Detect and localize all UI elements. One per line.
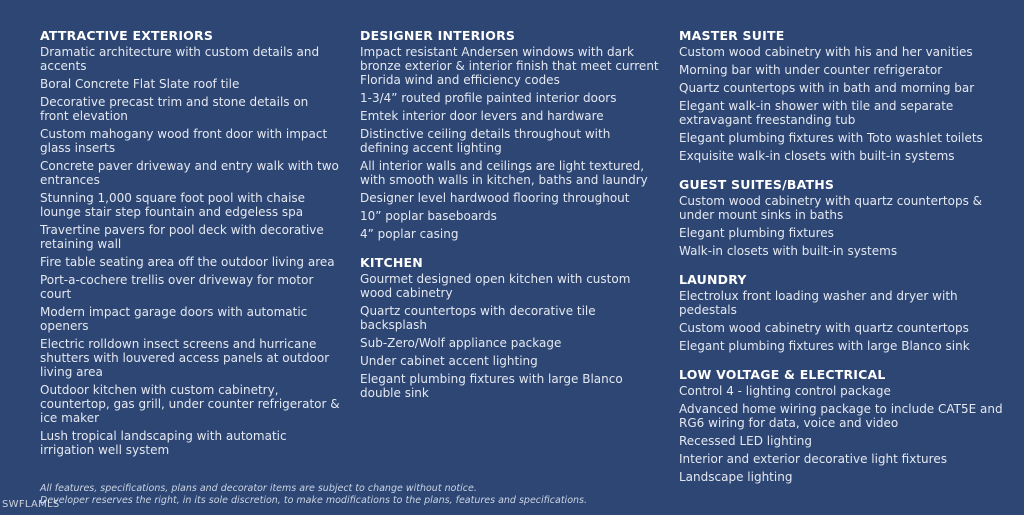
section-title: LAUNDRY <box>679 272 747 287</box>
feature-list <box>360 45 660 241</box>
feature-item: Distinctive ceiling details throughout with defining accent lighting <box>360 127 611 155</box>
feature-item: Designer level hardwood flooring throughout <box>360 191 630 205</box>
feature-item: 10” poplar baseboards <box>360 209 497 223</box>
column-2 <box>360 28 660 414</box>
feature-item: Dramatic architecture with custom details and accents <box>40 45 320 73</box>
feature-item: Under cabinet accent lighting <box>360 354 538 368</box>
feature-item: Impact resistant Andersen windows with dark bronze exterior & interior finish that meet current Florida wind and efficiency codes <box>360 45 659 87</box>
feature-section <box>679 272 1009 353</box>
section-title: KITCHEN <box>360 255 423 270</box>
feature-item: Electric rolldown insect screens and hurricane shutters with louvered access panels at outdoor living area <box>40 337 330 379</box>
feature-item: Custom wood cabinetry with his and her vanities <box>679 45 973 59</box>
feature-list <box>679 45 1009 163</box>
column-3 <box>679 28 1009 498</box>
feature-section <box>40 28 340 457</box>
feature-item: Fire table seating area off the outdoor living area <box>40 255 335 269</box>
feature-item: Sub-Zero/Wolf appliance package <box>360 336 562 350</box>
feature-list <box>679 289 1009 353</box>
feature-item: Modern impact garage doors with automatic openers <box>40 305 308 333</box>
feature-item: Quartz countertops with decorative tile backsplash <box>360 304 596 332</box>
feature-section <box>679 367 1009 484</box>
feature-item: All interior walls and ceilings are light textured, with smooth walls in kitchen, baths and laundry <box>360 159 648 187</box>
feature-item: Recessed LED lighting <box>679 434 812 448</box>
disclaimer <box>40 483 640 507</box>
feature-list <box>360 272 660 400</box>
feature-item: Travertine pavers for pool deck with decorative retaining wall <box>40 223 324 251</box>
feature-item: Elegant plumbing fixtures with large Blanco sink <box>679 339 970 353</box>
feature-item: Elegant plumbing fixtures with large Blanco double sink <box>360 372 623 400</box>
feature-item: Custom mahogany wood front door with impact glass inserts <box>40 127 328 155</box>
section-title: ATTRACTIVE EXTERIORS <box>40 28 214 43</box>
feature-list <box>679 384 1009 484</box>
feature-item: Emtek interior door levers and hardware <box>360 109 604 123</box>
feature-item: Elegant plumbing fixtures with Toto washlet toilets <box>679 131 983 145</box>
feature-item: Quartz countertops with in bath and morning bar <box>679 81 975 95</box>
feature-item: Control 4 - lighting control package <box>679 384 891 398</box>
section-title: DESIGNER INTERIORS <box>360 28 516 43</box>
feature-item: Lush tropical landscaping with automatic irrigation well system <box>40 429 287 457</box>
feature-item: 1-3/4” routed profile painted interior doors <box>360 91 617 105</box>
feature-item: Gourmet designed open kitchen with custom wood cabinetry <box>360 272 631 300</box>
feature-list <box>40 45 340 457</box>
feature-item: Outdoor kitchen with custom cabinetry, countertop, gas grill, under counter refrigerator & ice maker <box>40 383 340 425</box>
section-title: MASTER SUITE <box>679 28 785 43</box>
watermark: SWFLAMLS <box>2 499 60 510</box>
feature-item: Interior and exterior decorative light fixtures <box>679 452 947 466</box>
feature-section <box>360 28 660 241</box>
feature-item: Elegant walk-in shower with tile and separate extravagant freestanding tub <box>679 99 954 127</box>
feature-item: Electrolux front loading washer and dryer with pedestals <box>679 289 958 317</box>
feature-item: Elegant plumbing fixtures <box>679 226 834 240</box>
disclaimer-line-1: All features, specifications, plans and decorator items are subject to change without notice. <box>40 483 477 494</box>
feature-item: Morning bar with under counter refrigerator <box>679 63 943 77</box>
feature-item: 4” poplar casing <box>360 227 459 241</box>
column-1 <box>40 28 340 471</box>
feature-item: Stunning 1,000 square foot pool with chaise lounge stair step fountain and edgeless spa <box>40 191 306 219</box>
feature-item: Custom wood cabinetry with quartz countertops <box>679 321 969 335</box>
feature-section <box>360 255 660 400</box>
section-title: LOW VOLTAGE & ELECTRICAL <box>679 367 886 382</box>
feature-list <box>679 194 1009 258</box>
feature-item: Walk-in closets with built-in systems <box>679 244 898 258</box>
feature-item: Decorative precast trim and stone details on front elevation <box>40 95 309 123</box>
feature-item: Exquisite walk-in closets with built-in systems <box>679 149 955 163</box>
feature-section <box>679 28 1009 163</box>
feature-item: Boral Concrete Flat Slate roof tile <box>40 77 240 91</box>
section-title: GUEST SUITES/BATHS <box>679 177 835 192</box>
feature-item: Concrete paver driveway and entry walk with two entrances <box>40 159 339 187</box>
feature-section <box>679 177 1009 258</box>
disclaimer-line-2: Developer reserves the right, in its sole discretion, to make modifications to the plans, features and specifications. <box>40 495 588 506</box>
feature-item: Advanced home wiring package to include CAT5E and RG6 wiring for data, voice and video <box>679 402 1003 430</box>
feature-item: Landscape lighting <box>679 470 793 484</box>
feature-item: Custom wood cabinetry with quartz countertops & under mount sinks in baths <box>679 194 983 222</box>
feature-item: Port-a-cochere trellis over driveway for motor court <box>40 273 314 301</box>
